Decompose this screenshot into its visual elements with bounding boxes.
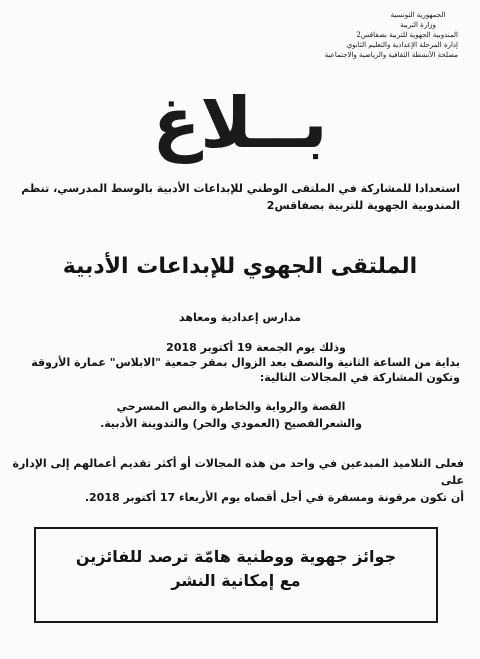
submission-line-1: فعلى التلاميذ المبدعين في واحد من هذه المجالات أو أكثر تقديم أعمالهم إلى الإدارة على bbox=[12, 457, 464, 487]
letterhead bbox=[258, 10, 458, 60]
submission-line-2: أن تكون مرقونة ومسفرة في أجل أقصاه يوم الأربعاء 17 أكتوبر 2018. bbox=[84, 491, 464, 504]
letterhead-service: مصلحة الأنشطة الثقافية والرياضية والاجتماعية bbox=[324, 51, 458, 59]
prize-box bbox=[34, 527, 438, 623]
prize-text bbox=[36, 545, 436, 593]
fields-line-1: القصة والرواية والخاطرة والنص المسرحي bbox=[116, 400, 346, 413]
fields-list bbox=[40, 398, 422, 432]
prize-line-2: مع إمكانية النشر bbox=[171, 571, 301, 590]
letterhead-country: الجمهورية التونسية bbox=[390, 11, 446, 19]
notice-title: بــلاغ bbox=[152, 82, 328, 164]
letterhead-directorate: المندوبية الجهوية للتربية بصفاقس2 bbox=[356, 31, 458, 39]
event-heading: الملتقى الجهوي للإبداعات الأدبية bbox=[62, 254, 418, 279]
participants-line: مدارس إعدادية ومعاهد bbox=[179, 311, 301, 324]
letterhead-ministry: وزارة التربية bbox=[400, 21, 436, 29]
letterhead-department: إدارة المرحلة الإعدادية والتعليم الثانوي bbox=[346, 41, 458, 49]
submission-paragraph bbox=[12, 455, 464, 506]
event-location: بداية من الساعة الثانية والنصف بعد الزوال بمقر جمعية "الابلاس" عمارة الأروقة bbox=[31, 356, 460, 369]
prize-line-1: جوائز جهوية ووطنية هامّة ترصد للفائزين bbox=[75, 547, 397, 566]
date-block bbox=[12, 340, 460, 385]
fields-line-2: والشعرالفصيح (العمودي والحر) والتدوينة الأدبية. bbox=[100, 417, 362, 430]
intro-paragraph: استعدادا للمشاركة في الملتقى الوطني للإبداعات الأدبية بالوسط المدرسي، تنظم المندوبية الجهوية للتربية بصفاقس2 bbox=[21, 182, 460, 212]
fields-intro: وتكون المشاركة في المجالات التالية: bbox=[259, 371, 460, 384]
event-date: وذلك يوم الجمعة 19 أكتوبر 2018 bbox=[166, 341, 346, 354]
